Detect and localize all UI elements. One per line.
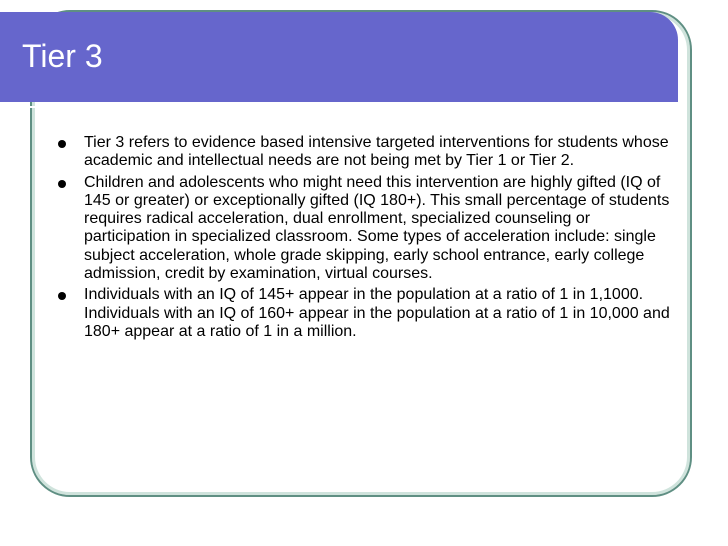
bullet-text: Children and adolescents who might need this intervention are highly gifted (IQ of 145 or greater) or exceptionally gifted (IQ 180+). This small percentage of students requires radical acceleration, dual enrollment, specialized counseling or participation in specialized classroom. Some types of acceleration include: single subject acceleration, whole grade skipping, early school entrance, early college admission, credit by examination, virtual courses. [84,173,670,283]
bullet-dot-icon [58,292,66,300]
bullet-dot-icon [58,180,66,188]
title-divider [0,106,671,108]
bullet-item-1 [58,134,680,171]
bullet-item-3 [58,286,680,341]
bullet-dot-icon [58,140,66,148]
bullet-text: Individuals with an IQ of 145+ appear in the population at a ratio of 1 in 1,1000. Individuals with an IQ of 160+ appear in the population at a ratio of 1 in 10,000 and 180+ appear at a ratio of 1 in a million. [84,286,670,340]
bullet-text: Tier 3 refers to evidence based intensive targeted interventions for students whose academic and intellectual needs are not being met by Tier 1 or Tier 2. [84,134,669,170]
bullet-item-2 [58,174,680,284]
bullet-list [58,134,680,344]
slide-title: Tier 3 [22,38,103,74]
